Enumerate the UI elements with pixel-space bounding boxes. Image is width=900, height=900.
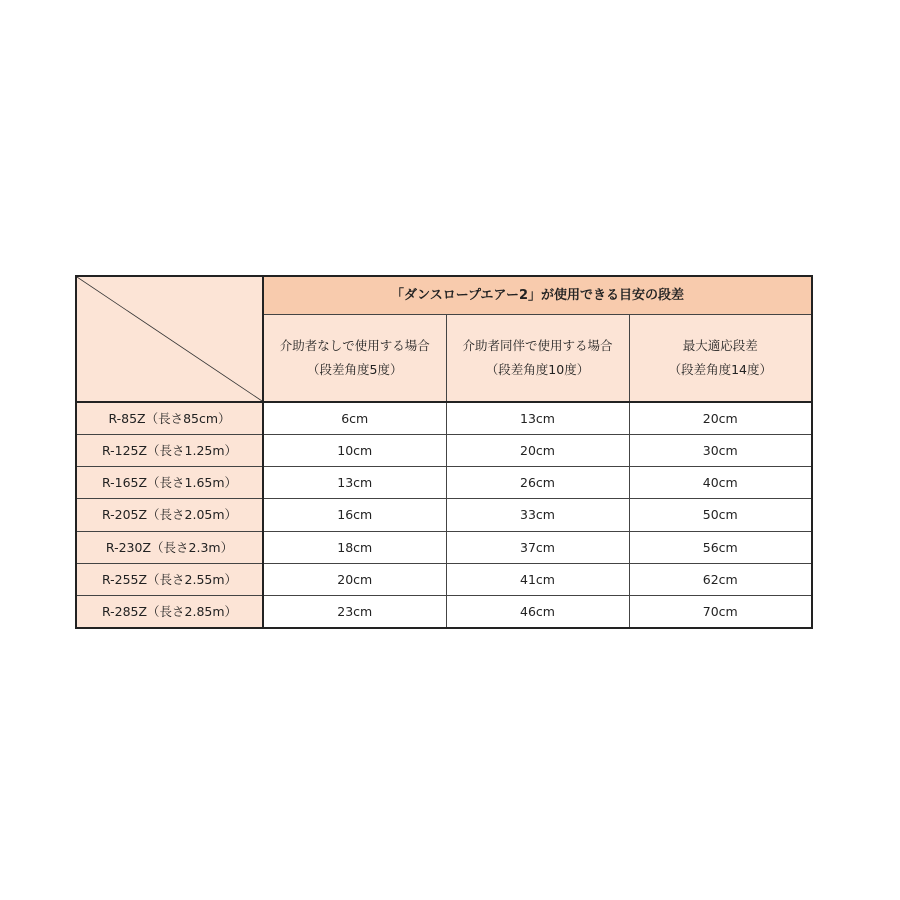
table-cell: 26cm — [446, 467, 629, 499]
row-label: R-165Z（長さ1.65m） — [76, 467, 263, 499]
table-cell: 10cm — [263, 434, 446, 466]
table-row — [76, 467, 812, 499]
table-cell: 40cm — [629, 467, 812, 499]
table-cell: 33cm — [446, 499, 629, 531]
table-cell: 16cm — [263, 499, 446, 531]
table-cell: 56cm — [629, 531, 812, 563]
table-row — [76, 563, 812, 595]
row-label: R-85Z（長さ85cm） — [76, 402, 263, 434]
column-header-line1: 介助者なしで使用する場合 — [279, 338, 430, 354]
diagonal-corner-cell — [76, 276, 263, 402]
table-row — [76, 531, 812, 563]
row-label: R-285Z（長さ2.85m） — [76, 596, 263, 628]
table-cell: 20cm — [629, 402, 812, 434]
column-header-line1: 介助者同伴で使用する場合 — [462, 338, 613, 354]
column-header-with-assistant — [446, 315, 629, 403]
table-row — [76, 596, 812, 628]
table-cell: 37cm — [446, 531, 629, 563]
column-header-line2: （段差角度5度） — [307, 362, 403, 377]
table-cell: 13cm — [446, 402, 629, 434]
group-header: 「ダンスロープエアー2」が使用できる目安の段差 — [263, 276, 812, 315]
row-label: R-205Z（長さ2.05m） — [76, 499, 263, 531]
table-cell: 30cm — [629, 434, 812, 466]
row-label: R-255Z（長さ2.55m） — [76, 563, 263, 595]
row-label: R-230Z（長さ2.3m） — [76, 531, 263, 563]
table-cell: 20cm — [263, 563, 446, 595]
column-header-no-assistant — [263, 315, 446, 403]
column-header-line1: 最大適応段差 — [682, 338, 758, 354]
table-cell: 6cm — [263, 402, 446, 434]
step-height-table — [75, 275, 813, 629]
row-label: R-125Z（長さ1.25m） — [76, 434, 263, 466]
diagonal-line — [77, 277, 262, 401]
column-header-max-step — [629, 315, 812, 403]
table-header — [76, 276, 812, 402]
table-cell: 20cm — [446, 434, 629, 466]
table-cell: 23cm — [263, 596, 446, 628]
table-body — [76, 402, 812, 628]
step-height-table-container — [75, 275, 811, 629]
table-cell: 46cm — [446, 596, 629, 628]
table-cell: 41cm — [446, 563, 629, 595]
table-row — [76, 434, 812, 466]
table-cell: 70cm — [629, 596, 812, 628]
table-cell: 13cm — [263, 467, 446, 499]
table-row — [76, 402, 812, 434]
table-cell: 50cm — [629, 499, 812, 531]
table-row — [76, 499, 812, 531]
table-cell: 62cm — [629, 563, 812, 595]
table-cell: 18cm — [263, 531, 446, 563]
column-header-line2: （段差角度10度） — [485, 362, 590, 377]
column-header-line2: （段差角度14度） — [668, 362, 772, 377]
